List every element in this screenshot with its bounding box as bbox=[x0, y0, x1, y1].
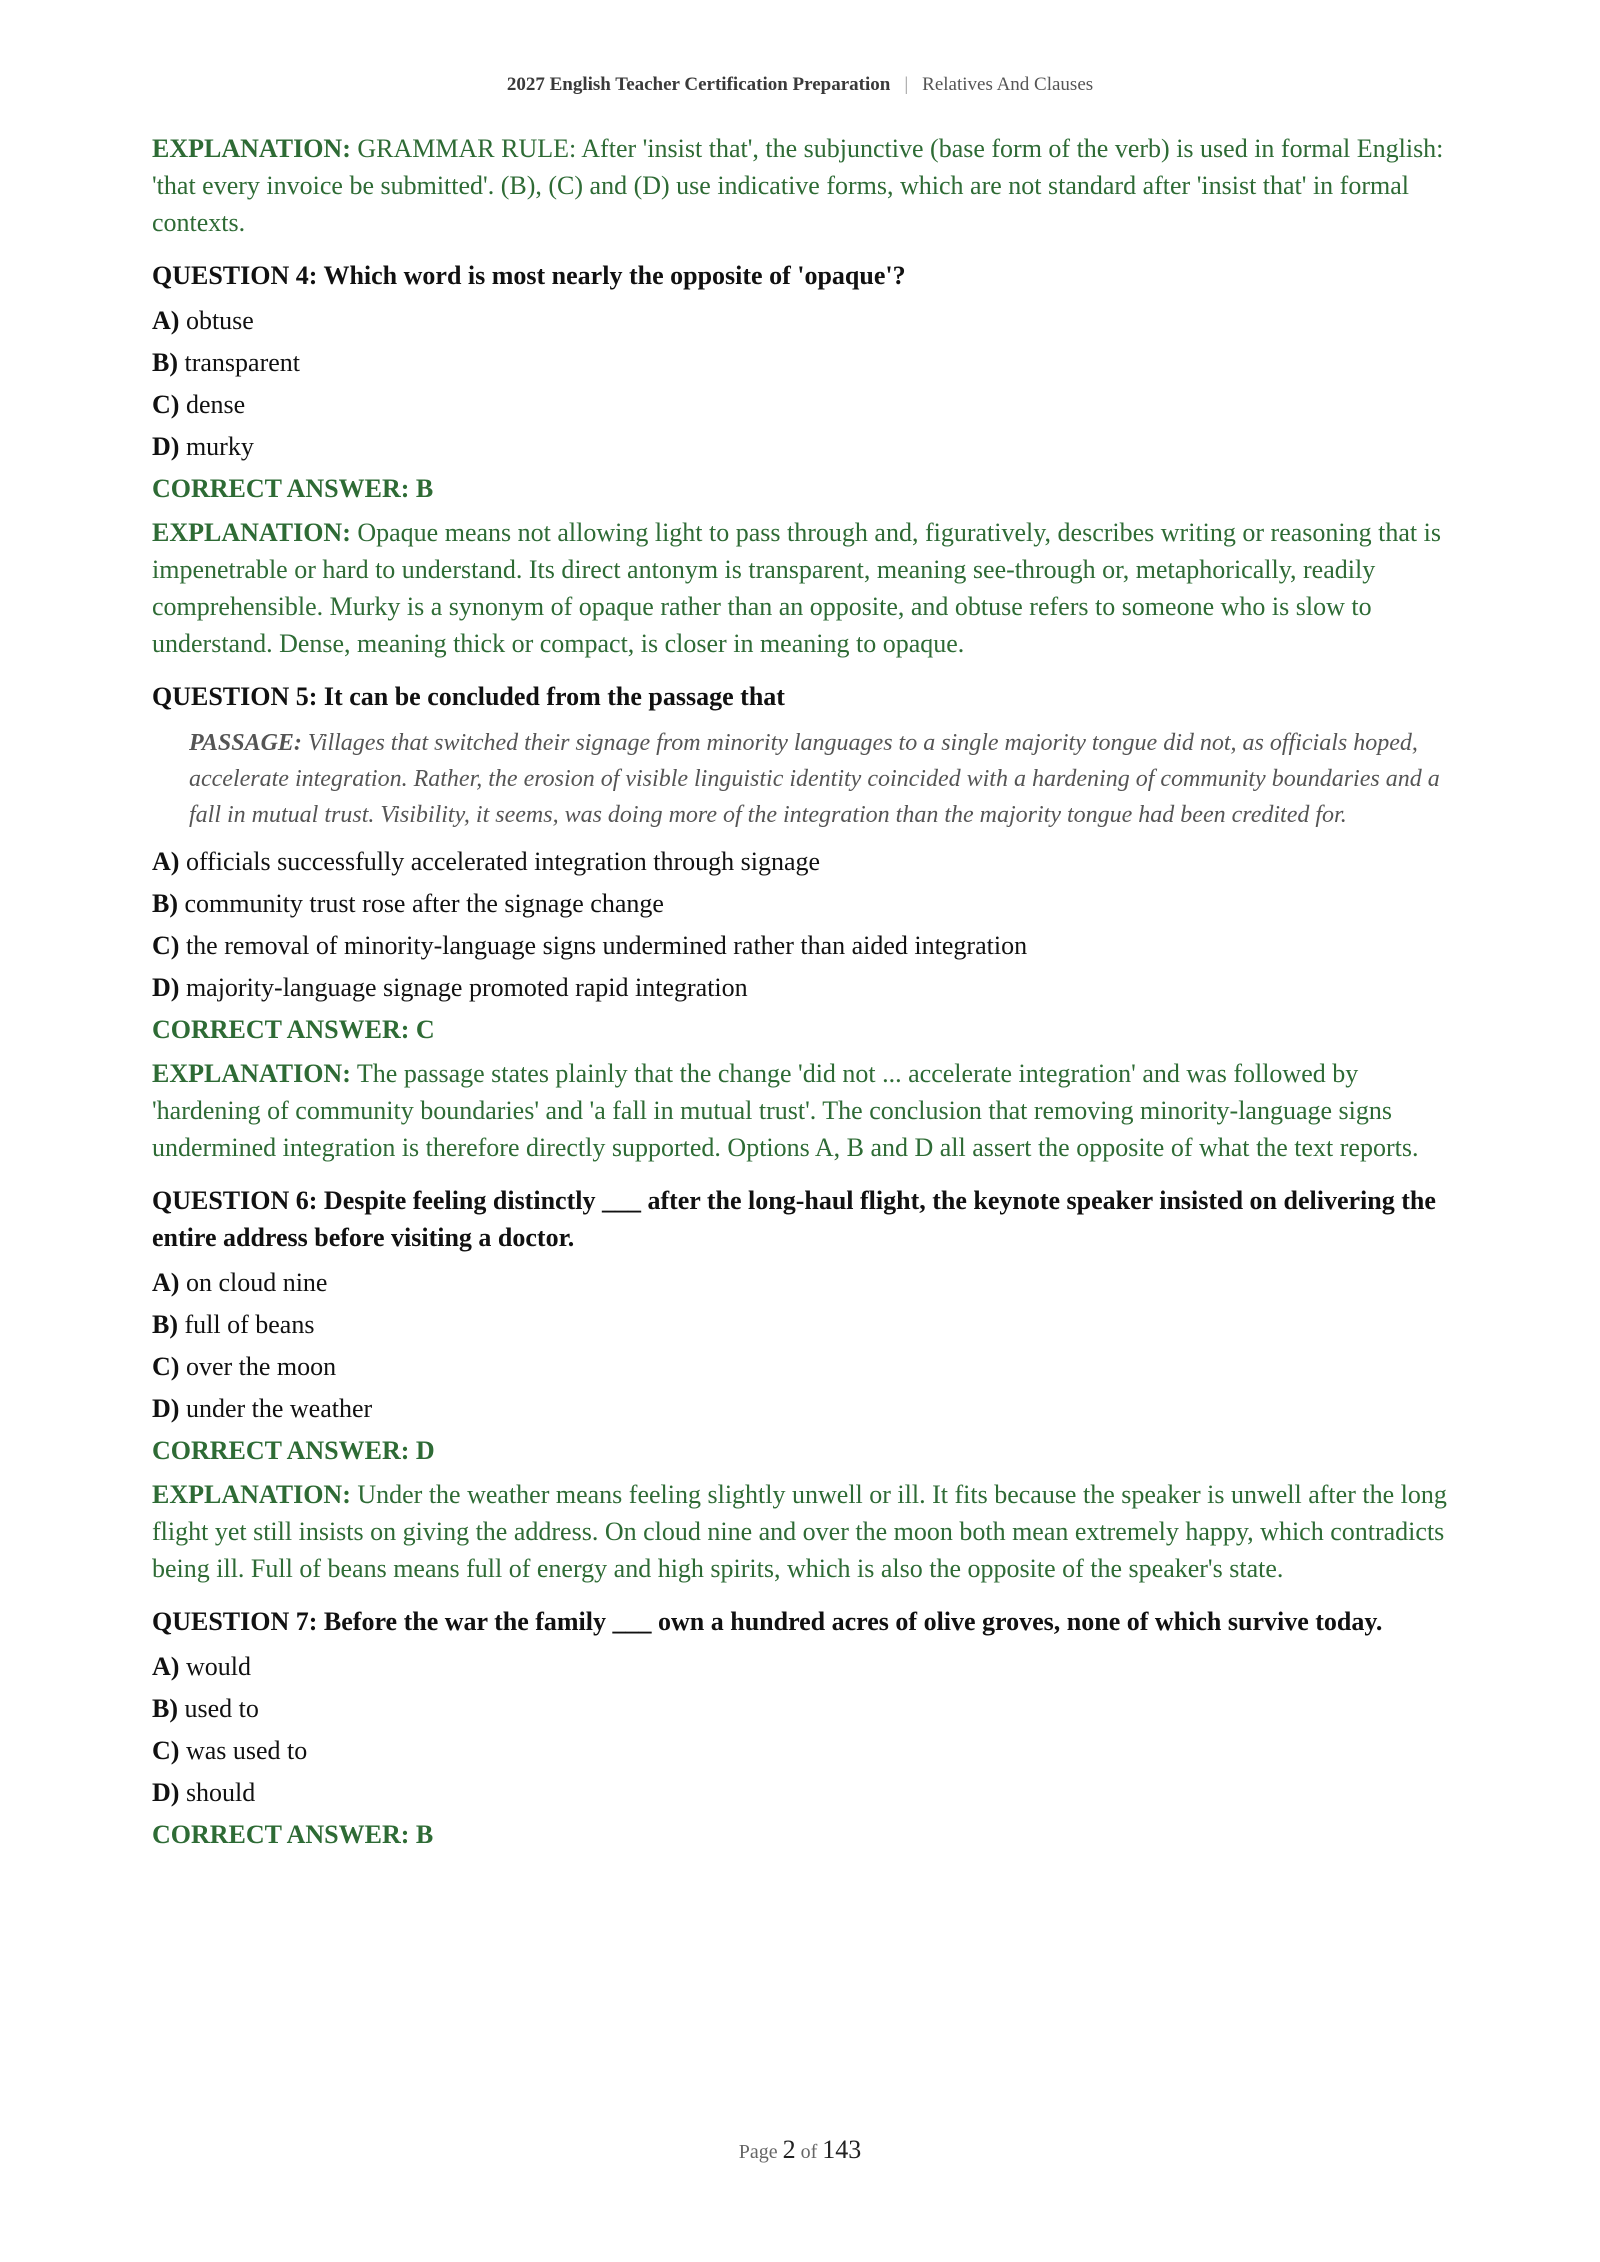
option-letter: B) bbox=[152, 1694, 178, 1723]
option-text: community trust rose after the signage change bbox=[184, 889, 664, 918]
explanation-label: EXPLANATION: bbox=[152, 518, 351, 547]
option-letter: A) bbox=[152, 1652, 180, 1681]
option-letter: A) bbox=[152, 847, 180, 876]
total-pages: 143 bbox=[822, 2135, 862, 2164]
option-text: the removal of minority-language signs undermined rather than aided integration bbox=[185, 931, 1028, 960]
of-word: of bbox=[800, 2141, 818, 2163]
explanation bbox=[152, 1055, 1448, 1166]
page-number: 2 bbox=[782, 2135, 796, 2164]
option-a bbox=[152, 304, 1448, 338]
option-text: would bbox=[185, 1652, 251, 1681]
option-letter: C) bbox=[152, 390, 180, 419]
option-d bbox=[152, 1776, 1448, 1810]
option-letter: B) bbox=[152, 348, 178, 377]
option-text: was used to bbox=[185, 1736, 308, 1765]
explanation-label: EXPLANATION: bbox=[152, 1059, 351, 1088]
explanation-label: EXPLANATION: bbox=[152, 1480, 351, 1509]
option-b bbox=[152, 1308, 1448, 1342]
explanation bbox=[152, 514, 1448, 662]
option-text: full of beans bbox=[184, 1310, 315, 1339]
question-title: QUESTION 4: Which word is most nearly the opposite of 'opaque'? bbox=[152, 261, 906, 290]
question-title: QUESTION 7: Before the war the family ___ own a hundred acres of olive groves, none of which survive today. bbox=[152, 1607, 1383, 1636]
option-text: murky bbox=[185, 432, 254, 461]
correct-answer: CORRECT ANSWER: C bbox=[152, 1015, 435, 1044]
option-text: majority-language signage promoted rapid integration bbox=[185, 973, 748, 1002]
option-text: used to bbox=[184, 1694, 259, 1723]
header-subtitle: Relatives And Clauses bbox=[922, 74, 1094, 95]
correct-answer: CORRECT ANSWER: B bbox=[152, 474, 434, 503]
option-d bbox=[152, 430, 1448, 464]
header-separator: | bbox=[904, 74, 909, 95]
option-a bbox=[152, 1650, 1448, 1684]
option-c bbox=[152, 1350, 1448, 1384]
option-text: officials successfully accelerated integration through signage bbox=[185, 847, 821, 876]
header-title: 2027 English Teacher Certification Preparation bbox=[506, 74, 891, 95]
explanation-label: EXPLANATION: bbox=[152, 134, 351, 163]
explanation-text: GRAMMAR RULE: After 'insist that', the subjunctive (base form of the verb) is used in formal English: 'that every invoice be submitted'. (B), (C) and (D) use indicative forms, which are not standard after 'insist that' in formal contexts. bbox=[152, 134, 1444, 237]
option-letter: D) bbox=[152, 1394, 180, 1423]
option-text: transparent bbox=[184, 348, 301, 377]
option-letter: A) bbox=[152, 306, 180, 335]
option-text: on cloud nine bbox=[185, 1268, 328, 1297]
page-header bbox=[0, 74, 1600, 96]
option-text: dense bbox=[185, 390, 246, 419]
explanation bbox=[152, 1476, 1448, 1587]
option-letter: A) bbox=[152, 1268, 180, 1297]
question-block-7 bbox=[152, 1603, 1448, 1852]
option-b bbox=[152, 346, 1448, 380]
question-block-6 bbox=[152, 1182, 1448, 1587]
page-word: Page bbox=[738, 2141, 778, 2163]
option-letter: B) bbox=[152, 1310, 178, 1339]
explanation-text: Opaque means not allowing light to pass through and, figuratively, describes writing or reasoning that is impenetrable or hard to understand. Its direct antonym is transparent, meaning see-through or, metaphorically, readily comprehensible. Murky is a synonym of opaque rather than an opposite, and obtuse refers to someone who is slow to understand. Dense, meaning thick or compact, is closer in meaning to opaque. bbox=[152, 518, 1441, 658]
passage-label: PASSAGE: bbox=[189, 730, 302, 756]
explanation-text: The passage states plainly that the change 'did not ... accelerate integration' and was followed by 'hardening of community boundaries' and 'a fall in mutual trust'. The conclusion that removing minority-language signs undermined integration is therefore directly supported. Options A, B and D all assert the opposite of what the text reports. bbox=[152, 1059, 1419, 1162]
option-c bbox=[152, 929, 1448, 963]
page-footer bbox=[0, 2135, 1600, 2165]
correct-answer: CORRECT ANSWER: D bbox=[152, 1436, 435, 1465]
passage bbox=[189, 725, 1448, 833]
correct-answer: CORRECT ANSWER: B bbox=[152, 1820, 434, 1849]
passage-text: Villages that switched their signage from minority languages to a single majority tongue did not, as officials hoped, accelerate integration. Rather, the erosion of visible linguistic identity coincided with a hardening of community boundaries and a fall in mutual trust. Visibility, it seems, was doing more of the integration than the majority tongue had been credited for. bbox=[189, 730, 1440, 828]
question-block-5 bbox=[152, 678, 1448, 1166]
option-letter: D) bbox=[152, 1778, 180, 1807]
option-c bbox=[152, 1734, 1448, 1768]
option-letter: C) bbox=[152, 931, 180, 960]
option-letter: C) bbox=[152, 1736, 180, 1765]
option-letter: D) bbox=[152, 973, 180, 1002]
option-c bbox=[152, 388, 1448, 422]
option-d bbox=[152, 971, 1448, 1005]
explanation-q3 bbox=[152, 130, 1448, 241]
question-block-4 bbox=[152, 257, 1448, 662]
option-text: obtuse bbox=[185, 306, 254, 335]
option-letter: B) bbox=[152, 889, 178, 918]
question-title: QUESTION 5: It can be concluded from the passage that bbox=[152, 682, 785, 711]
page-content bbox=[152, 130, 1448, 1860]
option-d bbox=[152, 1392, 1448, 1426]
option-letter: C) bbox=[152, 1352, 180, 1381]
option-text: over the moon bbox=[185, 1352, 337, 1381]
explanation-text: Under the weather means feeling slightly unwell or ill. It fits because the speaker is unwell after the long flight yet still insists on giving the address. On cloud nine and over the moon both mean extremely happy, which contradicts being ill. Full of beans means full of energy and high spirits, which is also the opposite of the speaker's state. bbox=[152, 1480, 1447, 1583]
option-letter: D) bbox=[152, 432, 180, 461]
option-a bbox=[152, 1266, 1448, 1300]
question-title: QUESTION 6: Despite feeling distinctly ___ after the long-haul flight, the keynote speaker insisted on delivering the entire address before visiting a doctor. bbox=[152, 1186, 1436, 1252]
option-text: under the weather bbox=[185, 1394, 373, 1423]
option-a bbox=[152, 845, 1448, 879]
option-text: should bbox=[185, 1778, 256, 1807]
option-b bbox=[152, 1692, 1448, 1726]
option-b bbox=[152, 887, 1448, 921]
